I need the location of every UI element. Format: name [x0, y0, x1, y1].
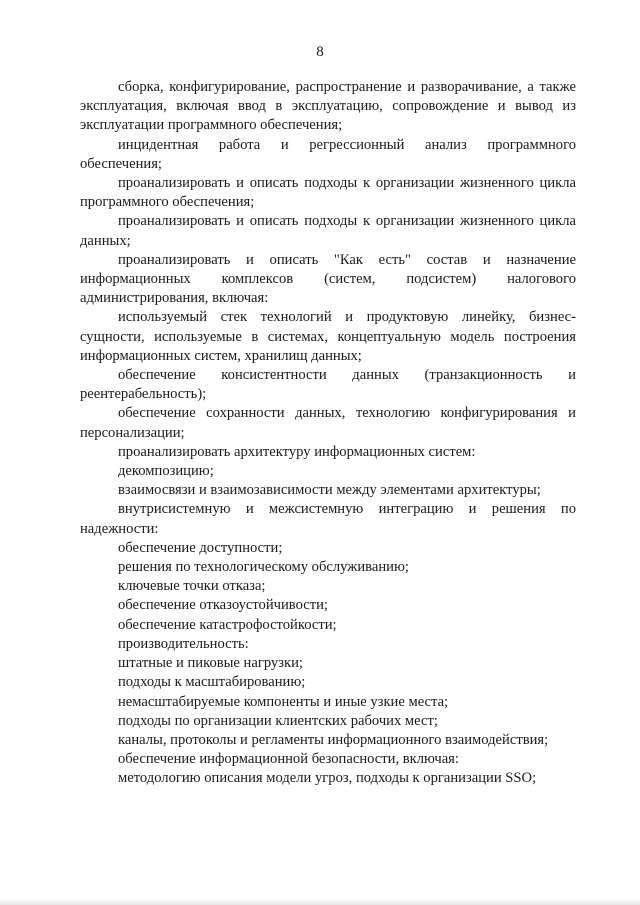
- list-item: подходы по организации клиентских рабочих мест;: [118, 712, 438, 729]
- paragraph-as-is: проанализировать и описать "Как есть" состав и назначение информационных комплексов (систем, подсистем) налогового администрирования, включая:: [80, 251, 576, 307]
- list-item: немасштабируемые компоненты и иные узкие места;: [118, 693, 449, 710]
- paragraph-data-lifecycle: проанализировать и описать подходы к организации жизненного цикла данных;: [80, 213, 576, 249]
- document-body: [80, 78, 576, 789]
- paragraph-tech-stack: используемый стек технологий и продуктовую линейку, бизнес-сущности, используемые в системах, концептуальную модель построения информационных систем, хранилищ данных;: [80, 309, 576, 364]
- list-item: каналы, протоколы и регламенты информационного взаимодействия;: [118, 731, 549, 748]
- list-item: ключевые точки отказа;: [118, 578, 266, 595]
- list-item: решения по технологическому обслуживанию;: [118, 559, 409, 576]
- list-item: методологию описания модели угроз, подходы к организации SSO;: [118, 770, 537, 787]
- paragraph-software-lifecycle: проанализировать и описать подходы к организации жизненного цикла программного обеспечения;: [80, 175, 576, 211]
- paragraph-consistency: обеспечение консистентности данных (транзакционность и реентерабельность);: [80, 367, 576, 403]
- paragraph-incident: инцидентная работа и регрессионный анализ программного обеспечения;: [80, 136, 576, 172]
- list-item: обеспечение катастрофостойкости;: [118, 616, 337, 633]
- list-item: подходы к масштабированию;: [118, 674, 306, 691]
- list-item: обеспечение информационной безопасности, включая:: [118, 751, 459, 768]
- list-item: декомпозицию;: [118, 463, 214, 480]
- paragraph-integration: внутрисистемную и межсистемную интеграцию и решения по надежности:: [80, 501, 576, 537]
- list-item: обеспечение отказоустойчивости;: [118, 597, 328, 614]
- scan-bottom-edge: [0, 899, 640, 905]
- paragraph-data-safety: обеспечение сохранности данных, технологию конфигурирования и персонализации;: [80, 405, 576, 441]
- paragraph-assembly: сборка, конфигурирование, распространение и разворачивание, а также эксплуатация, включая ввод в эксплуатацию, сопровождение и вывод из эксплуатации программного обеспечения;: [80, 79, 576, 134]
- list-item: взаимосвязи и взаимозависимости между элементами архитектуры;: [118, 482, 541, 499]
- list-item: проанализировать архитектуру информационных систем:: [118, 443, 476, 460]
- list-item: производительность:: [118, 635, 249, 652]
- list-item: обеспечение доступности;: [118, 539, 283, 556]
- page-number: 8: [316, 44, 324, 60]
- list-item: штатные и пиковые нагрузки;: [118, 655, 303, 672]
